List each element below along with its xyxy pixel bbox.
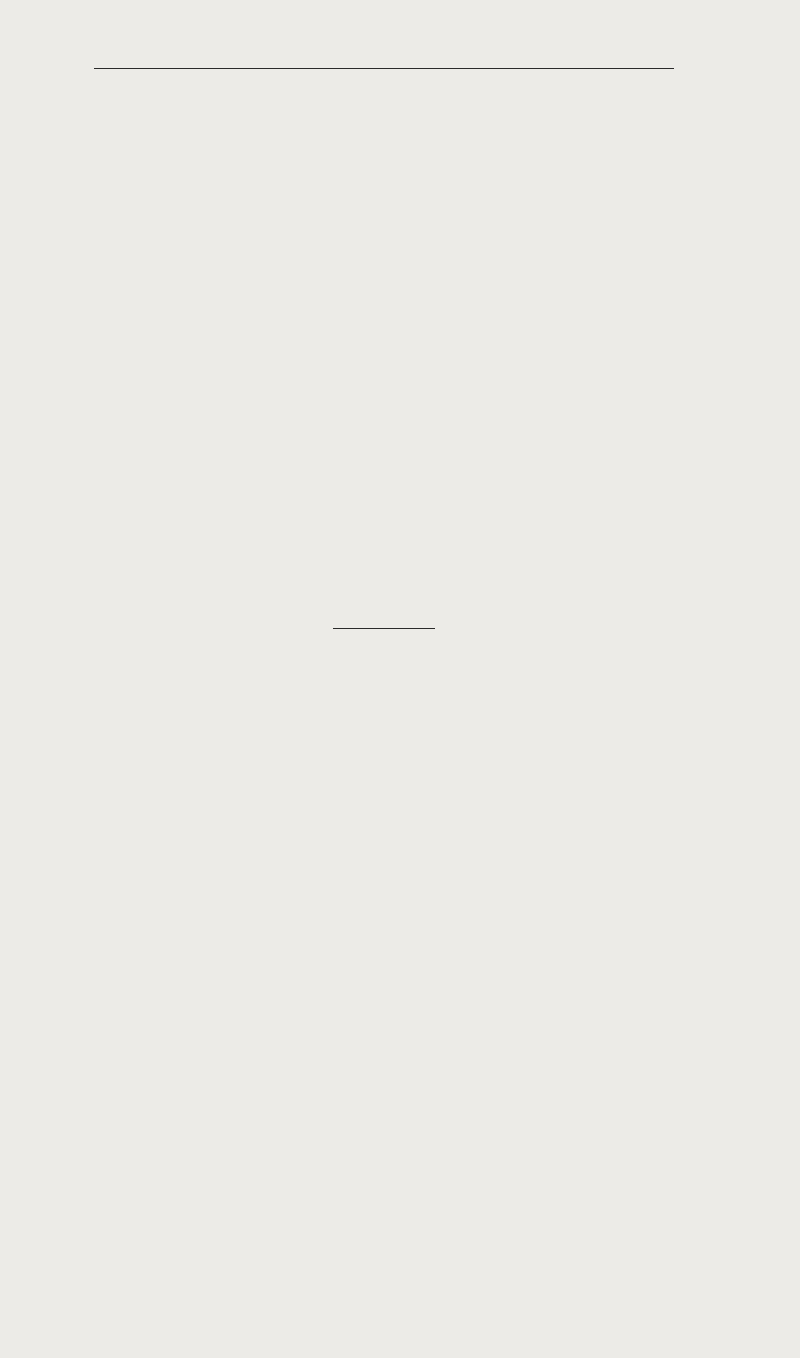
header-divider [94, 68, 674, 69]
page-header [94, 28, 680, 52]
section-divider [333, 628, 435, 629]
